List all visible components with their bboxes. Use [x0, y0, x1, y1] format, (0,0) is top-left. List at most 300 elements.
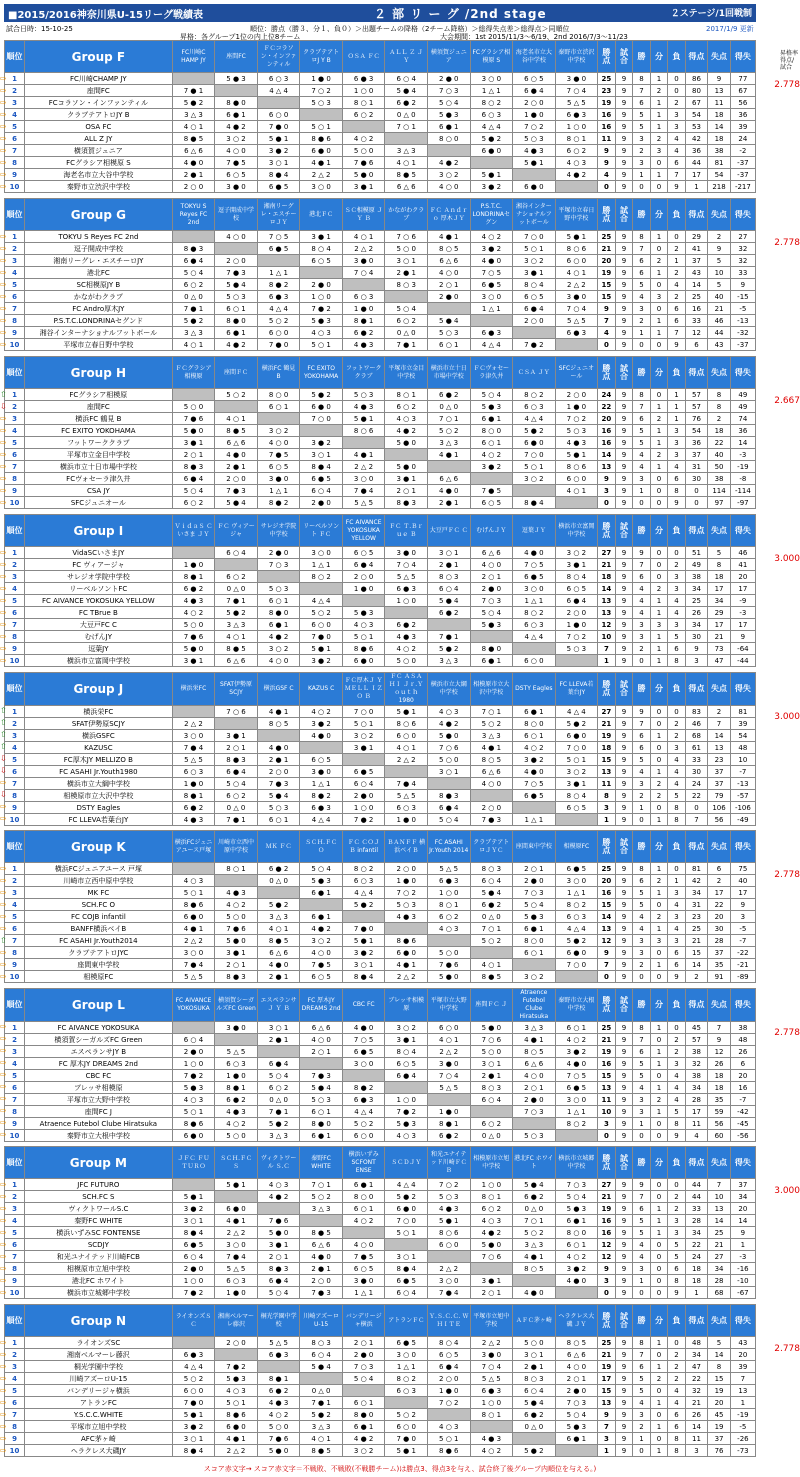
- stat-pts: 15: [598, 754, 616, 766]
- stat-d: 1: [650, 267, 668, 279]
- score-cell: 6 ● 4: [257, 1275, 300, 1287]
- score-cell: 7 ○ 2: [300, 85, 343, 97]
- stat-gp: 9: [615, 1118, 633, 1130]
- stat-ga: 6: [708, 863, 731, 875]
- score-cell: 2 △ 2: [342, 461, 385, 473]
- stat-ga: 5: [708, 279, 731, 291]
- score-cell: 1 ● 0: [513, 109, 556, 121]
- right-arrow-icon: ⇨: [0, 814, 7, 823]
- score-cell: 3 ● 0: [300, 766, 343, 778]
- stat-w: 0: [633, 655, 651, 667]
- right-arrow-icon: ⇨: [0, 1022, 7, 1031]
- stat-pts: 12: [598, 935, 616, 947]
- score-cell: 6 ● 4: [427, 1361, 470, 1373]
- stat-ga: 8: [708, 1361, 731, 1373]
- rank-cell: 7: [5, 935, 25, 947]
- score-cell: 6 ○ 4: [385, 73, 428, 85]
- opponent-header: ＦＣ ＡＳＡ ＨＩ Ｊｒ.Ｙ ｏｕｔｈ 1980: [385, 673, 428, 706]
- score-cell: 8 ○ 2: [385, 1373, 428, 1385]
- right-arrow-icon: ⇨: [0, 584, 7, 593]
- up-arrow-icon: ⇧: [0, 936, 7, 945]
- score-cell: 6 △ 6: [300, 1022, 343, 1034]
- stat-ga: 35: [708, 959, 731, 971]
- rank-cell: 4: [5, 1058, 25, 1070]
- score-cell: 5 ○ 0: [513, 1337, 556, 1349]
- opponent-header: ＡＦＣ茅ヶ崎: [513, 1305, 556, 1337]
- stat-d: 1: [650, 97, 668, 109]
- stat-pts: 20: [598, 875, 616, 887]
- opponent-header: 横浜いずみ SCFONT ENSE: [342, 1147, 385, 1179]
- score-cell: 6 ○ 4: [172, 1251, 215, 1263]
- right-arrow-icon: ⇨: [0, 498, 7, 507]
- right-arrow-icon: ⇨: [0, 924, 7, 933]
- table-row: [5, 899, 756, 911]
- score-cell: 5 ○ 1: [513, 461, 556, 473]
- score-cell: 6 ● 2: [427, 1130, 470, 1142]
- score-cell: 4 ● 0: [257, 742, 300, 754]
- stat-gd: -64: [730, 643, 755, 655]
- stat-gd: 20: [730, 1349, 755, 1361]
- table-row: [5, 437, 756, 449]
- score-cell: 5 ● 4: [215, 279, 258, 291]
- column-header-gp: 試合: [615, 357, 633, 389]
- self-cell: [215, 559, 258, 571]
- score-cell: 3 ○ 0: [300, 547, 343, 559]
- opponent-header: FC 厚木JY DREAMS 2nd: [300, 989, 343, 1022]
- score-cell: 4 ○ 3: [215, 1385, 258, 1397]
- score-cell: 5 ● 0: [172, 643, 215, 655]
- score-cell: 6 ○ 0: [427, 1239, 470, 1251]
- self-cell: [385, 766, 428, 778]
- score-cell: 4 ● 1: [215, 1433, 258, 1445]
- score-cell: 3 ○ 0: [300, 181, 343, 193]
- team-name: クラブテアトロJYC: [25, 947, 173, 959]
- stat-l: 3: [668, 887, 686, 899]
- table-row: [5, 315, 756, 327]
- score-cell: 5 ○ 4: [215, 778, 258, 790]
- score-cell: 4 ● 2: [427, 718, 470, 730]
- opponent-header: ＦＣ Ａｎｄｒｏ 厚木ＪＹ: [427, 199, 470, 231]
- stat-pts: 9: [598, 947, 616, 959]
- stat-pts: 16: [598, 1058, 616, 1070]
- stat-ga: 60: [708, 1130, 731, 1142]
- score-cell: 7 ○ 4: [342, 267, 385, 279]
- table-row: [5, 73, 756, 85]
- score-cell: 2 ● 0: [172, 1263, 215, 1275]
- score-cell: 7 ● 1: [257, 1106, 300, 1118]
- column-header-l: 負: [668, 831, 686, 863]
- table-row: [5, 1409, 756, 1421]
- stat-w: 1: [633, 1275, 651, 1287]
- self-cell: [172, 1022, 215, 1034]
- score-cell: 3 ○ 0: [470, 73, 513, 85]
- stat-w: 5: [633, 1385, 651, 1397]
- stat-w: 4: [633, 1397, 651, 1409]
- rank-header: 順位: [5, 831, 25, 863]
- score-cell: 7 ○ 5: [470, 267, 513, 279]
- score-cell: 8 ○ 4: [385, 1046, 428, 1058]
- stat-gd: -57: [730, 790, 755, 802]
- rank-cell: 6: [5, 1239, 25, 1251]
- opponent-header: ブレッサ相模原: [385, 989, 428, 1022]
- team-name: 和光ユナイテッド川崎FCB: [25, 1251, 173, 1263]
- team-name: 横浜市立十日市場中学校: [25, 461, 173, 473]
- score-cell: 6 ○ 3: [172, 766, 215, 778]
- right-arrow-icon: ⇨: [0, 972, 7, 981]
- score-cell: 6 ● 1: [215, 109, 258, 121]
- score-cell: 3 ● 0: [427, 1058, 470, 1070]
- score-cell: 5 ● 3: [172, 1082, 215, 1094]
- score-cell: 8 ○ 6: [555, 243, 598, 255]
- score-cell: 5 ○ 1: [385, 1227, 428, 1239]
- stat-gd: 6: [730, 1058, 755, 1070]
- stat-l: 3: [668, 619, 686, 631]
- score-cell: 2 ○ 0: [257, 766, 300, 778]
- column-header-gp: 試合: [615, 1305, 633, 1337]
- stat-gf: 14: [685, 1421, 708, 1433]
- table-row: [5, 730, 756, 742]
- rank-cell: 8: [5, 157, 25, 169]
- score-cell: 1 ● 0: [427, 1385, 470, 1397]
- team-name: FC ヴィアージャ: [25, 559, 173, 571]
- column-header-pts: 勝点: [598, 989, 616, 1022]
- stat-ga: 38: [708, 473, 731, 485]
- rank-cell: 2: [5, 875, 25, 887]
- score-cell: 2 ● 0: [470, 583, 513, 595]
- score-cell: 8 ○ 2: [342, 863, 385, 875]
- stat-gp: 9: [615, 766, 633, 778]
- rank-cell: 3: [5, 571, 25, 583]
- stat-ga: 218: [708, 181, 731, 193]
- score-cell: 6 ○ 3: [215, 1058, 258, 1070]
- opponent-header: サレジオ学院中学校: [257, 515, 300, 547]
- team-name: FC Andro厚木JY: [25, 303, 173, 315]
- score-cell: 7 ○ 2: [555, 413, 598, 425]
- rank-cell: 8: [5, 1106, 25, 1118]
- stat-w: 3: [633, 778, 651, 790]
- stat-d: 0: [650, 1263, 668, 1275]
- score-cell: 4 ○ 0: [215, 145, 258, 157]
- group-ratio: 2.778: [774, 870, 800, 880]
- stat-w: 0: [633, 1130, 651, 1142]
- stat-gp: 9: [615, 1421, 633, 1433]
- score-cell: 7 ● 5: [300, 959, 343, 971]
- score-cell: 5 ○ 3: [427, 1191, 470, 1203]
- opponent-header: 横浜FC 鶴見 B: [257, 357, 300, 389]
- table-row: [5, 181, 756, 193]
- score-cell: 8 ○ 2: [300, 571, 343, 583]
- score-cell: 5 ● 4: [513, 1179, 556, 1191]
- stat-gp: 9: [615, 389, 633, 401]
- table-row: [5, 766, 756, 778]
- score-cell: 7 ○ 5: [513, 559, 556, 571]
- score-cell: 7 ● 1: [385, 339, 428, 351]
- table-row: [5, 145, 756, 157]
- score-cell: 2 ● 1: [427, 559, 470, 571]
- stat-d: 2: [650, 1373, 668, 1385]
- table-row: [5, 1227, 756, 1239]
- stat-l: 4: [668, 899, 686, 911]
- table-row: [5, 583, 756, 595]
- self-cell: [215, 1349, 258, 1361]
- score-cell: 6 ● 4: [172, 473, 215, 485]
- score-cell: 5 △ 5: [342, 497, 385, 509]
- score-cell: 1 ○ 0: [300, 291, 343, 303]
- score-cell: 2 △ 2: [172, 718, 215, 730]
- score-cell: 4 ● 1: [215, 1215, 258, 1227]
- stat-ga: 2: [708, 413, 731, 425]
- stat-ga: 10: [708, 267, 731, 279]
- stat-gp: 9: [615, 1373, 633, 1385]
- stat-gd: 17: [730, 887, 755, 899]
- self-cell: [342, 1227, 385, 1239]
- score-cell: 4 ○ 2: [470, 1445, 513, 1457]
- stat-gp: 9: [615, 1215, 633, 1227]
- stat-gp: 9: [615, 97, 633, 109]
- self-cell: [342, 437, 385, 449]
- score-cell: 1 ● 0: [215, 1070, 258, 1082]
- stat-d: 1: [650, 425, 668, 437]
- table-row: [5, 1179, 756, 1191]
- standings-table: [4, 830, 756, 983]
- stat-l: 9: [668, 339, 686, 351]
- score-cell: 6 ○ 5: [513, 291, 556, 303]
- stat-gp: 9: [615, 923, 633, 935]
- score-cell: 2 △ 2: [555, 279, 598, 291]
- stat-gp: 9: [615, 315, 633, 327]
- score-cell: 4 △ 4: [470, 121, 513, 133]
- stat-d: 2: [650, 85, 668, 97]
- team-name: 横浜市立富岡中学校: [25, 655, 173, 667]
- score-cell: 6 ● 1: [470, 413, 513, 425]
- up-arrow-icon: ⇧: [0, 730, 7, 739]
- team-name: 相模原市立旭中学校: [25, 1263, 173, 1275]
- score-cell: 5 ○ 3: [385, 899, 428, 911]
- right-arrow-icon: ⇨: [0, 292, 7, 301]
- column-header-gp: 試合: [615, 989, 633, 1022]
- stat-w: 4: [633, 461, 651, 473]
- self-cell: [555, 497, 598, 509]
- rank-header: 順位: [5, 357, 25, 389]
- score-cell: 6 ○ 5: [555, 583, 598, 595]
- opponent-header: 湘南リーグレ・エスチーロＪＹ: [257, 199, 300, 231]
- stat-pts: 10: [598, 631, 616, 643]
- stat-pts: 7: [598, 315, 616, 327]
- score-cell: 8 ● 0: [215, 97, 258, 109]
- rank-cell: 6: [5, 133, 25, 145]
- opponent-header: 秦野FC WHITE: [300, 1147, 343, 1179]
- score-cell: 5 ○ 0: [385, 655, 428, 667]
- self-cell: [257, 887, 300, 899]
- stat-l: 0: [668, 85, 686, 97]
- stat-gf: 21: [685, 935, 708, 947]
- right-arrow-icon: ⇨: [0, 1118, 7, 1127]
- stat-ga: 22: [708, 437, 731, 449]
- score-cell: 3 ● 2: [513, 754, 556, 766]
- rank-cell: 4: [5, 742, 25, 754]
- stat-w: 3: [633, 1106, 651, 1118]
- self-cell: [427, 778, 470, 790]
- score-cell: 6 △ 6: [172, 145, 215, 157]
- column-header-gd: 得失: [730, 41, 755, 73]
- right-arrow-icon: ⇨: [0, 1034, 7, 1043]
- score-cell: 3 ○ 2: [215, 133, 258, 145]
- team-name: 海老名市立大谷中学校: [25, 169, 173, 181]
- stat-l: 4: [668, 279, 686, 291]
- stat-w: 4: [633, 595, 651, 607]
- score-cell: 5 ○ 1: [215, 1397, 258, 1409]
- score-cell: 3 ○ 0: [342, 473, 385, 485]
- table-row: [5, 887, 756, 899]
- stat-gf: 14: [685, 959, 708, 971]
- stat-gf: 38: [685, 571, 708, 583]
- score-cell: 4 ○ 3: [427, 706, 470, 718]
- score-cell: 4 △ 4: [300, 814, 343, 826]
- score-cell: 1 △ 1: [470, 303, 513, 315]
- stat-w: 1: [633, 327, 651, 339]
- column-header-l: 負: [668, 199, 686, 231]
- score-cell: 6 ● 2: [427, 389, 470, 401]
- score-cell: 1 △ 1: [385, 1361, 428, 1373]
- stat-ga: 37: [708, 778, 731, 790]
- score-cell: 2 △ 2: [470, 1337, 513, 1349]
- score-cell: 5 ○ 0: [172, 401, 215, 413]
- score-cell: 2 ○ 0: [215, 255, 258, 267]
- stat-d: 0: [650, 1409, 668, 1421]
- score-cell: 5 △ 5: [385, 790, 428, 802]
- stat-d: 2: [650, 255, 668, 267]
- stat-w: 8: [633, 73, 651, 85]
- group-ratio: 3.000: [774, 712, 800, 722]
- self-cell: [427, 145, 470, 157]
- stat-ga: 68: [708, 1287, 731, 1299]
- stat-gf: 34: [685, 1082, 708, 1094]
- opponent-header: ライオンズＳＣ: [172, 1305, 215, 1337]
- column-header-w: 勝: [633, 831, 651, 863]
- score-cell: 5 ○ 3: [215, 291, 258, 303]
- table-row: [5, 863, 756, 875]
- opponent-header: ＡＬＬ Ｚ ＪＹ: [385, 41, 428, 73]
- score-cell: 5 ● 3: [555, 1203, 598, 1215]
- opponent-header: むげんＪＹ: [470, 515, 513, 547]
- stat-ga: 18: [708, 109, 731, 121]
- stat-gf: 44: [685, 1179, 708, 1191]
- score-cell: 7 ● 3: [300, 1287, 343, 1299]
- rank-cell: 5: [5, 121, 25, 133]
- score-cell: 3 ● 1: [385, 1034, 428, 1046]
- self-cell: [385, 1239, 428, 1251]
- stat-l: 8: [668, 1445, 686, 1457]
- score-cell: 6 ○ 1: [257, 814, 300, 826]
- score-cell: 6 ● 3: [172, 1349, 215, 1361]
- rank-cell: 2: [5, 1034, 25, 1046]
- score-cell: 8 ● 6: [385, 935, 428, 947]
- rank-cell: 4: [5, 583, 25, 595]
- stat-d: 1: [650, 315, 668, 327]
- score-cell: 6 ● 2: [215, 1094, 258, 1106]
- table-row: [5, 1082, 756, 1094]
- rank-cell: 9: [5, 802, 25, 814]
- stat-gf: 1: [685, 1287, 708, 1299]
- team-name: 横浜いずみSC FONTENSE: [25, 1227, 173, 1239]
- stat-pts: 1: [598, 1445, 616, 1457]
- score-cell: 8 ● 4: [300, 461, 343, 473]
- stat-pts: 19: [598, 1203, 616, 1215]
- score-cell: 6 ● 4: [513, 303, 556, 315]
- score-cell: 4 ○ 2: [555, 1034, 598, 1046]
- score-cell: 4 ○ 3: [172, 1094, 215, 1106]
- score-cell: 1 ○ 0: [342, 85, 385, 97]
- score-cell: 4 ● 2: [257, 631, 300, 643]
- stat-w: 3: [633, 473, 651, 485]
- score-cell: 3 ● 1: [342, 742, 385, 754]
- score-cell: 2 ● 0: [300, 497, 343, 509]
- score-cell: 8 ○ 3: [470, 1082, 513, 1094]
- column-header-w: 勝: [633, 41, 651, 73]
- score-cell: 6 ○ 5: [300, 971, 343, 983]
- score-cell: 6 △ 6: [215, 655, 258, 667]
- stat-pts: 19: [598, 97, 616, 109]
- stat-gd: -42: [730, 1106, 755, 1118]
- score-cell: 7 ● 5: [470, 485, 513, 497]
- self-cell: [172, 1337, 215, 1349]
- score-cell: 7 ● 4: [215, 1251, 258, 1263]
- opponent-header: FC LLEVA若葉台JY: [555, 673, 598, 706]
- stat-ga: 44: [708, 327, 731, 339]
- score-cell: 6 ○ 2: [342, 109, 385, 121]
- stat-gp: 9: [615, 875, 633, 887]
- score-cell: 1 △ 1: [342, 1287, 385, 1299]
- opponent-header: ＳＣＤＪＹ: [385, 1147, 428, 1179]
- team-name: 秦野市立渋沢中学校: [25, 181, 173, 193]
- stat-w: 7: [633, 559, 651, 571]
- self-cell: [555, 1445, 598, 1457]
- score-cell: 4 ● 0: [300, 1251, 343, 1263]
- column-header-d: 分: [650, 831, 668, 863]
- score-cell: 4 ● 3: [513, 145, 556, 157]
- stat-pts: 9: [598, 157, 616, 169]
- stat-gf: 3: [685, 1445, 708, 1457]
- score-cell: 1 ● 0: [555, 619, 598, 631]
- score-cell: 6 ● 0: [385, 1203, 428, 1215]
- self-cell: [300, 267, 343, 279]
- table-row: [5, 547, 756, 559]
- score-cell: 7 ○ 0: [555, 959, 598, 971]
- stat-d: 0: [650, 1239, 668, 1251]
- stat-gd: -5: [730, 923, 755, 935]
- stat-pts: 14: [598, 583, 616, 595]
- score-cell: 8 ● 4: [172, 1445, 215, 1457]
- stat-l: 2: [668, 243, 686, 255]
- opponent-header: FCグラシア相模原 S: [470, 41, 513, 73]
- score-cell: 5 ○ 4: [427, 97, 470, 109]
- right-arrow-icon: ⇨: [0, 158, 7, 167]
- right-arrow-icon: ⇨: [0, 474, 7, 483]
- stat-pts: 24: [598, 389, 616, 401]
- score-cell: 3 △ 3: [300, 1203, 343, 1215]
- rank-cell: 1: [5, 1022, 25, 1034]
- score-cell: 4 ○ 0: [257, 655, 300, 667]
- right-arrow-icon: ⇨: [0, 450, 7, 459]
- stat-gd: 7: [730, 1373, 755, 1385]
- score-cell: 4 △ 4: [300, 595, 343, 607]
- score-cell: 2 ○ 0: [215, 1337, 258, 1349]
- self-cell: [470, 947, 513, 959]
- score-cell: 5 ● 0: [470, 1239, 513, 1251]
- score-cell: 6 ○ 4: [172, 1034, 215, 1046]
- score-cell: 2 ○ 0: [513, 97, 556, 109]
- table-row: [5, 778, 756, 790]
